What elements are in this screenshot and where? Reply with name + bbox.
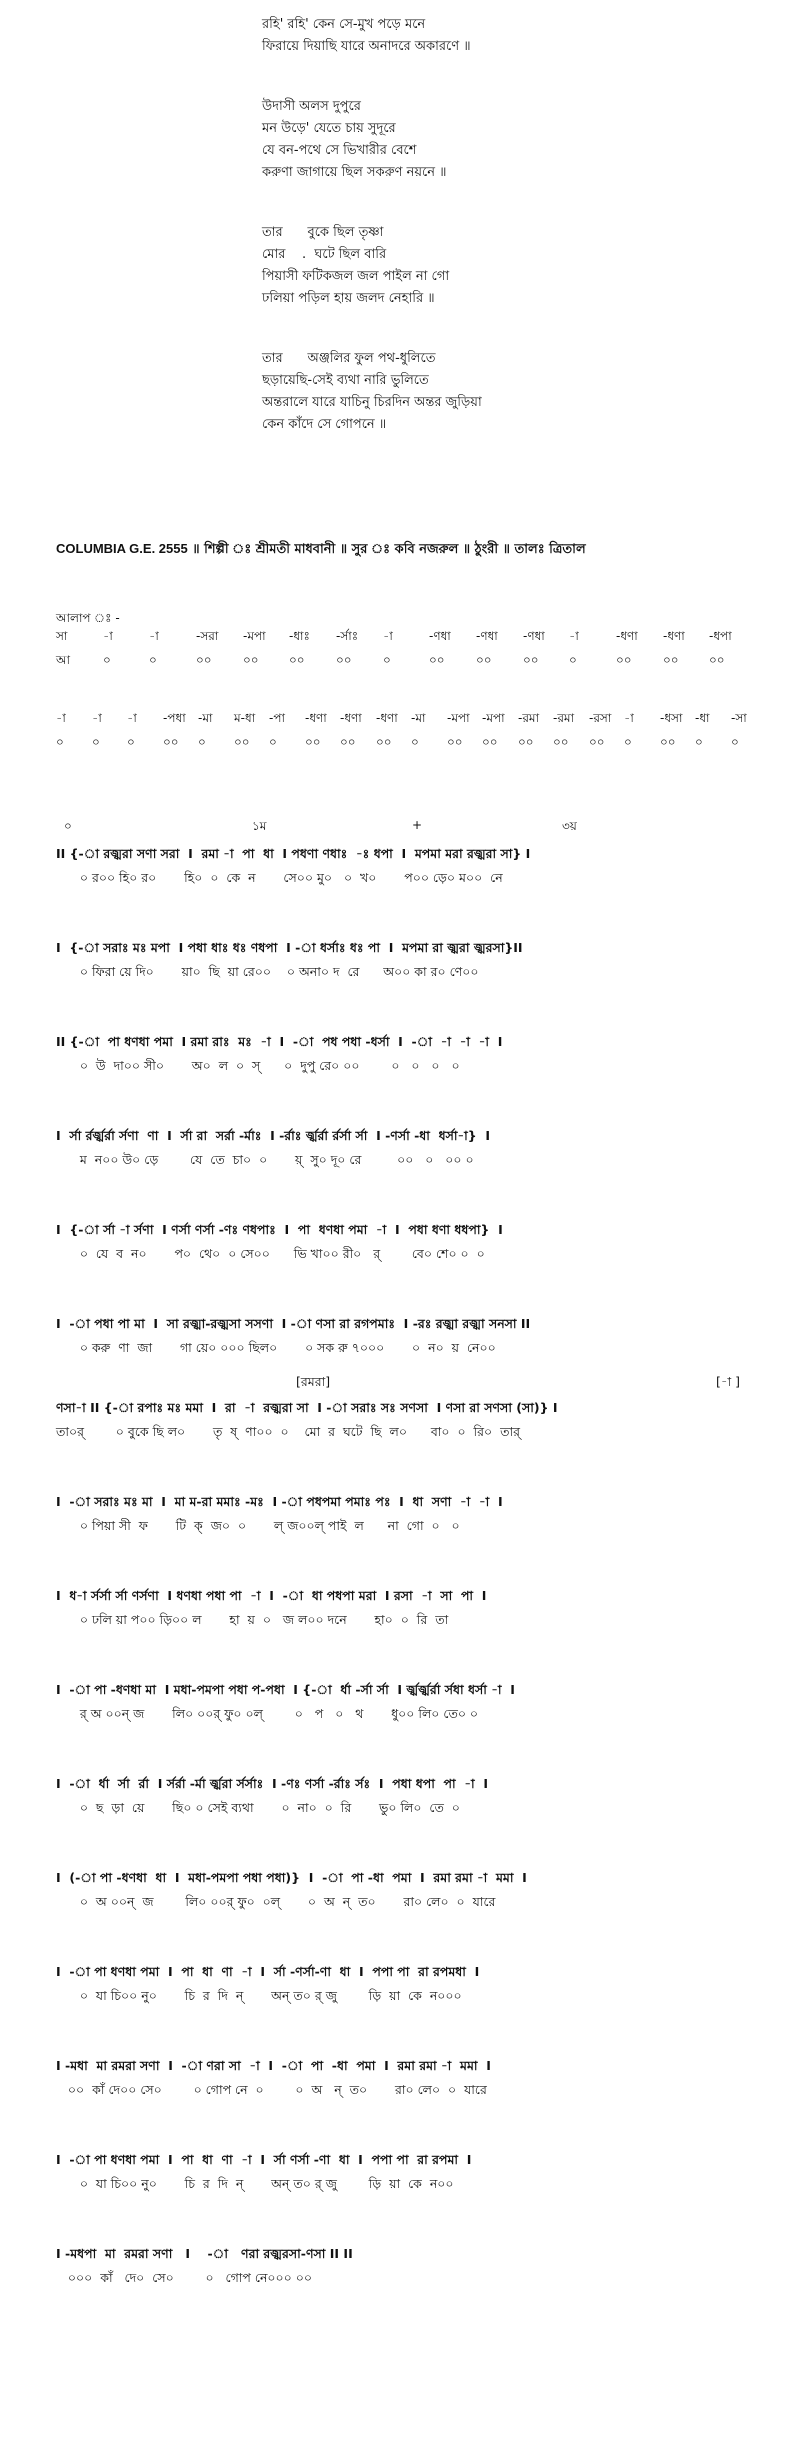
alap-token: -সা — [731, 711, 747, 725]
alap-token: ০০ — [305, 735, 321, 749]
sargam-lines — [56, 842, 776, 2290]
notation-line — [56, 936, 776, 984]
alap-token: সা — [56, 629, 68, 643]
alap-token: ০০ — [616, 653, 632, 667]
marker-left: [রমরা] — [296, 1374, 331, 1389]
alap-token: ০ — [269, 735, 277, 749]
lyric-line: করুণা জাগায়ে ছিল সকরুণ নয়নে ॥ — [262, 165, 447, 180]
alap-token: ০০ — [340, 735, 356, 749]
sargam-notes: I (-া পা -ধণধা ধা I মধা-পমপা পধা পধা)} I -া পা -ধা পমা I রমা রমা -া মমা I — [56, 1870, 527, 1885]
alap-token: ০০ — [336, 653, 352, 667]
stanza-1 — [262, 14, 732, 58]
alap-token: -মা — [198, 711, 213, 725]
notation-line — [56, 1866, 776, 1914]
alap-token: -ণধা — [476, 629, 498, 643]
alap-token: -সরা — [196, 629, 219, 643]
sargam-syllables: ০ র০০ হি০ র০ হি০ ০ কে ন সে০০ মু০ ০ খ০ প০০ ড়ে০ ম০০ নে — [56, 870, 503, 885]
alap-token: ০০ — [243, 653, 259, 667]
sargam-notes: I -া র্ধা র্সা র্রা I র্সর্রা -র্মা র্জ্ঝরা র্সর্সাঃ I -ণঃ ণর্সা -র্রাঃ র্সঃ I পধা ধপা পা -া I — [56, 1776, 489, 1791]
sargam-notes: I ধ-া র্সর্সা র্সা ণর্সণা I ধণধা পধা পা -া I -া ধা পধপা মরা I রসা -া সা পা I — [56, 1588, 487, 1603]
alap-token: -ধণা — [663, 629, 685, 643]
sargam-syllables: ০ যা চি০০ নু০ চি র দি ন্ অন্ ত০ র্ জু ড়ি য়া কে ন০০০ — [56, 1988, 462, 2003]
alap-token: -া — [624, 711, 634, 725]
sargam-notes: II {-া পা ধণধা পমা I রমা রাঃ মঃ -া I -া পধ পধা -ধর্সা I -া -া -া -া I — [56, 1034, 503, 1049]
section-markers — [56, 1374, 776, 1396]
sargam-notes: I -া পধা পা মা I সা রজ্ঝা-রজ্ঝসা সসণা I -া ণসা রা রগপমাঃ I -রঃ রজ্ঝা রজ্ঝা সনসা II — [56, 1316, 531, 1331]
sargam-notes: I -া পা -ধণধা মা I মধা-পমপা পধা প-পধা I {-া র্ধা -র্সা র্সা I র্জ্ঝর্জ্ঝর্রা র্সধা ধর্সা -া I — [56, 1682, 515, 1697]
alap-token: -ধণা — [376, 711, 398, 725]
sargam-notes: I -মধা মা রমরা সণা I -া ণরা সা -া I -া পা -ধা পমা I রমা রমা -া মমা I — [56, 2058, 491, 2073]
record-header — [56, 540, 756, 561]
beat-markers — [56, 818, 776, 842]
sargam-notes: I -া পা ধণধা পমা I পা ধা ণা -া I র্সা -ণর্সা-ণা ধা I পপা পা রা রপমধা I — [56, 1964, 480, 1979]
notation-line — [56, 1490, 776, 1538]
alap-token: -র্সাঃ — [336, 629, 359, 643]
alap-token: -ধসা — [660, 711, 683, 725]
notation-line — [56, 1030, 776, 1078]
alap-token: ০ — [411, 735, 419, 749]
alap-token: -ধাঃ — [289, 629, 310, 643]
alap-token: ০ — [569, 653, 577, 667]
sargam-syllables: ০ পিয়া সী ফ টি ক্ জ০ ০ ল্ জ০০ল্ পাই ল না গো ০ ০ — [56, 1518, 460, 1533]
notation-line — [56, 1218, 776, 1266]
notation-line — [56, 2148, 776, 2196]
alap-token: -ধণা — [340, 711, 362, 725]
lyric-line: অন্তরালে যারে যাচিনু চিরদিন অন্তর জুড়িয়া — [262, 395, 482, 410]
alap-token: ০ — [695, 735, 703, 749]
alap-token: -া — [103, 629, 113, 643]
stanza-3 — [262, 222, 732, 310]
lyric-line: ফিরায়ে দিয়াছি যারে অনাদরে অকারণে ॥ — [262, 39, 471, 54]
alap-token: -ণধা — [523, 629, 545, 643]
alap-token: ০ — [624, 735, 632, 749]
sargam-syllables: ০ করু ণা জা গা য়ে০ ০০০ ছিল০ ০ সক রু ৭০০০ ০ ন০ য় নে০০ — [56, 1340, 496, 1355]
notation-line — [56, 2242, 776, 2290]
alap-token: ০ — [127, 735, 135, 749]
lyrics — [262, 14, 732, 474]
alap-token: ০০ — [660, 735, 676, 749]
beat-marker: ১ম — [252, 819, 267, 833]
alap-token: ০০ — [553, 735, 569, 749]
lyric-line: যে বন-পথে সে ভিখারীর বেশে — [262, 143, 417, 158]
alap-token: -ধপা — [709, 629, 732, 643]
alap-token: -মপা — [243, 629, 266, 643]
alap-notes-row-1 — [56, 628, 776, 652]
alap-token: -রমা — [553, 711, 575, 725]
notation-line — [56, 1584, 776, 1632]
alap-section — [56, 608, 776, 758]
alap-token: -া — [56, 711, 66, 725]
alap-token: -া — [127, 711, 137, 725]
alap-token: ০ — [731, 735, 739, 749]
sargam-notes: I {-া র্সা -া র্সণা I ণর্সা ণর্সা -ণঃ ণধপাঃ I পা ধণধা পমা -া I পধা ধণা ধধপা} I — [56, 1222, 503, 1237]
notation-line — [56, 2054, 776, 2102]
sargam-syllables: ০০ কাঁ দে০০ সে০ ০ গোপ নে ০ ০ অ ন্ ত০ রা০ লে০ ০ যারে — [56, 2082, 487, 2097]
alap-notes-row-2 — [56, 710, 776, 734]
sargam-notes: I {-া সরাঃ মঃ মপা I পধা ধাঃ ধঃ ণধপা I -া ধর্সাঃ ধঃ পা I মপমা রা জ্ঝরা জ্ঝরসা}II — [56, 940, 523, 955]
lyric-line: রহি' রহি' কেন সে-মুখ পড়ে মনে — [262, 17, 426, 32]
alap-token: -ণধা — [429, 629, 451, 643]
alap-token: ০ — [92, 735, 100, 749]
alap-token: ০ — [103, 653, 111, 667]
notation-line — [56, 1312, 776, 1360]
alap-token: ০০ — [589, 735, 605, 749]
alap-token: -া — [569, 629, 579, 643]
alap-token: -মপা — [482, 711, 505, 725]
notation-line — [56, 1960, 776, 2008]
sargam-syllables: ০ উ দা০০ সী০ অ০ ল ০ স্ ০ দুপু রে০ ০০ ০ ০ ০ ০ — [56, 1058, 460, 1073]
sargam-notes: ণসা-া II {-া রপাঃ মঃ মমা I রা -া রজ্ঝরা সা I -া সরাঃ সঃ সণসা I ণসা রা সণসা (সা)} I — [56, 1400, 558, 1415]
credits: ॥ শিল্পী ঃ শ্রীমতী মাধবানী ॥ সুর ঃ কবি নজরুল ॥ ঠুংরী ॥ তালঃ ত্রিতাল — [192, 542, 586, 557]
sargam-syllables: ০ যা চি০০ নু০ চি র দি ন্ অন্ ত০ র্ জু ড়ি য়া কে ন০০ — [56, 2176, 454, 2191]
lyric-line: উদাসী অলস দুপুরে — [262, 99, 361, 114]
alap-token: ০০ — [663, 653, 679, 667]
notation-line — [56, 842, 776, 890]
alap-token: -ধা — [695, 711, 710, 725]
lyric-line: ঢলিয়া পড়িল হায় জলদ নেহারি ॥ — [262, 291, 435, 306]
alap-token: ০০ — [376, 735, 392, 749]
notation-section — [56, 818, 776, 2336]
alap-token: -মপা — [447, 711, 470, 725]
alap-token: ০০ — [163, 735, 179, 749]
sargam-syllables: ০ ঢলি য়া প০০ ড়ি০০ ল হা য় ০ জ ল০০ দনে হা০ ০ রি তা — [56, 1612, 449, 1627]
alap-token: ০০ — [523, 653, 539, 667]
sargam-notes: I -মধপা মা রমরা সণা I -া ণরা রজ্ঝরসা-ণসা II II — [56, 2246, 353, 2261]
alap-token: -পধা — [163, 711, 186, 725]
alap-token: -ধণা — [305, 711, 327, 725]
alap-token: ০ — [56, 735, 64, 749]
alap-token: -মা — [411, 711, 426, 725]
sargam-notes: II {-া রজ্ঝরা সণা সরা I রমা -া পা ধা I পধণা ণধাঃ -ঃ ধপা I মপমা মরা রজ্ঝরা সা} I — [56, 846, 531, 861]
beat-marker: ৩য় — [562, 819, 577, 833]
lyric-line: পিয়াসী ফটিকজল জল পাইল না গো — [262, 269, 450, 284]
stanza-4 — [262, 348, 732, 436]
alap-token: ০০ — [476, 653, 492, 667]
stanza-2 — [262, 96, 732, 184]
alap-token: -া — [92, 711, 102, 725]
alap-token: ০ — [198, 735, 206, 749]
alap-token: ০০ — [447, 735, 463, 749]
alap-syllables-row-1 — [56, 652, 776, 676]
sargam-syllables: র্ অ ০০ন্ জ লি০ ০০র্ ফু০ ০ল্ ০ প ০ থ ধু০০ লি০ তে০ ০ — [56, 1706, 479, 1721]
notation-line — [56, 1678, 776, 1726]
sargam-syllables: ম ন০০ উ০ ড়ে যে তে চা০ ০ য়্ সু০ দূ০ রে ০০ ০ ০০ ০ — [56, 1152, 474, 1167]
sargam-notes: I র্সা র্রর্জ্ঝর্রা র্সণা ণা I র্সা রা সর্রা -র্মাঃ I -র্রাঃ র্জ্ঝর্রা র্রর্সা র্সা I -ণর্সা -ধা ধর্সা-া} I — [56, 1128, 491, 1143]
notation-line — [56, 1772, 776, 1820]
alap-token: ম-ধা — [234, 711, 256, 725]
alap-token: ০০ — [482, 735, 498, 749]
alap-token: -রসা — [589, 711, 612, 725]
alap-token: ০ — [149, 653, 157, 667]
alap-token: -া — [149, 629, 159, 643]
marker-right: [-া ] — [716, 1374, 741, 1389]
alap-token: আ — [56, 653, 70, 667]
alap-token: -রমা — [518, 711, 540, 725]
lyric-line: তার বুকে ছিল তৃষ্ণা — [262, 225, 384, 240]
lyric-line: তার অঞ্জলির ফুল পথ-ধুলিতে — [262, 351, 436, 366]
sargam-syllables: ০ অ ০০ন্ জ লি০ ০০র্ ফু০ ০ল্ ০ অ ন্ ত০ রা০ লে০ ০ যারে — [56, 1894, 496, 1909]
lyric-line: মন উড়ে' যেতে চায় সুদূরে — [262, 121, 396, 136]
alap-syllables-row-2 — [56, 734, 776, 758]
alap-token: ০০ — [196, 653, 212, 667]
alap-token: ০০ — [289, 653, 305, 667]
notation-line — [56, 1124, 776, 1172]
sargam-syllables: তা০র্ ০ বুকে ছি ল০ তৃ ষ্ ণা০০ ০ মো র ঘটে ছি ল০ বা০ ০ রি০ তার্ — [56, 1424, 520, 1439]
alap-token: ০ — [383, 653, 391, 667]
sargam-notes: I -া সরাঃ মঃ মা I মা ম-রা মমাঃ -মঃ I -া পধপমা পমাঃ পঃ I ধা সণা -া -া I — [56, 1494, 503, 1509]
sargam-notes: I -া পা ধণধা পমা I পা ধা ণা -া I র্সা ণর্সা -ণা ধা I পপা পা রা রপমা I — [56, 2152, 472, 2167]
alap-label: আলাপ ঃ - — [56, 611, 120, 625]
sargam-syllables: ০ ছ ড়া য়ে ছি০ ০ সেই ব্যথা ০ না০ ০ রি ভু০ লি০ তে ০ — [56, 1800, 460, 1815]
lyric-line: মোর . ঘটে ছিল বারি — [262, 247, 387, 262]
alap-token: -া — [383, 629, 393, 643]
notation-line — [56, 1396, 776, 1444]
alap-token: -ধণা — [616, 629, 638, 643]
alap-token: ০০ — [709, 653, 725, 667]
sargam-syllables: ০ যে ব ন০ প০ থে০ ০ সে০০ ভি খা০০ রী০ র্ বে০ শে০ ০ ০ — [56, 1246, 485, 1261]
beat-marker: + — [412, 818, 423, 832]
record-number: COLUMBIA G.E. 2555 — [56, 541, 188, 556]
beat-marker: ০ — [64, 819, 72, 833]
lyric-line: ছড়ায়েছি-সেই ব্যথা নারি ভুলিতে — [262, 373, 429, 388]
alap-token: ০০ — [518, 735, 534, 749]
alap-token: ০০ — [429, 653, 445, 667]
alap-token: -পা — [269, 711, 285, 725]
sargam-syllables: ০ ফিরা য়ে দি০ য়া০ ছি য়া রে০০ ০ অনা০ দ রে অ০০ কা র০ ণে০০ — [56, 964, 479, 979]
sargam-syllables: ০০০ কাঁ দে০ সে০ ০ গোপ নে০০০ ০০ — [56, 2270, 313, 2285]
alap-token: ০০ — [234, 735, 250, 749]
lyric-line: কেন কাঁদে সে গোপনে ॥ — [262, 417, 387, 432]
